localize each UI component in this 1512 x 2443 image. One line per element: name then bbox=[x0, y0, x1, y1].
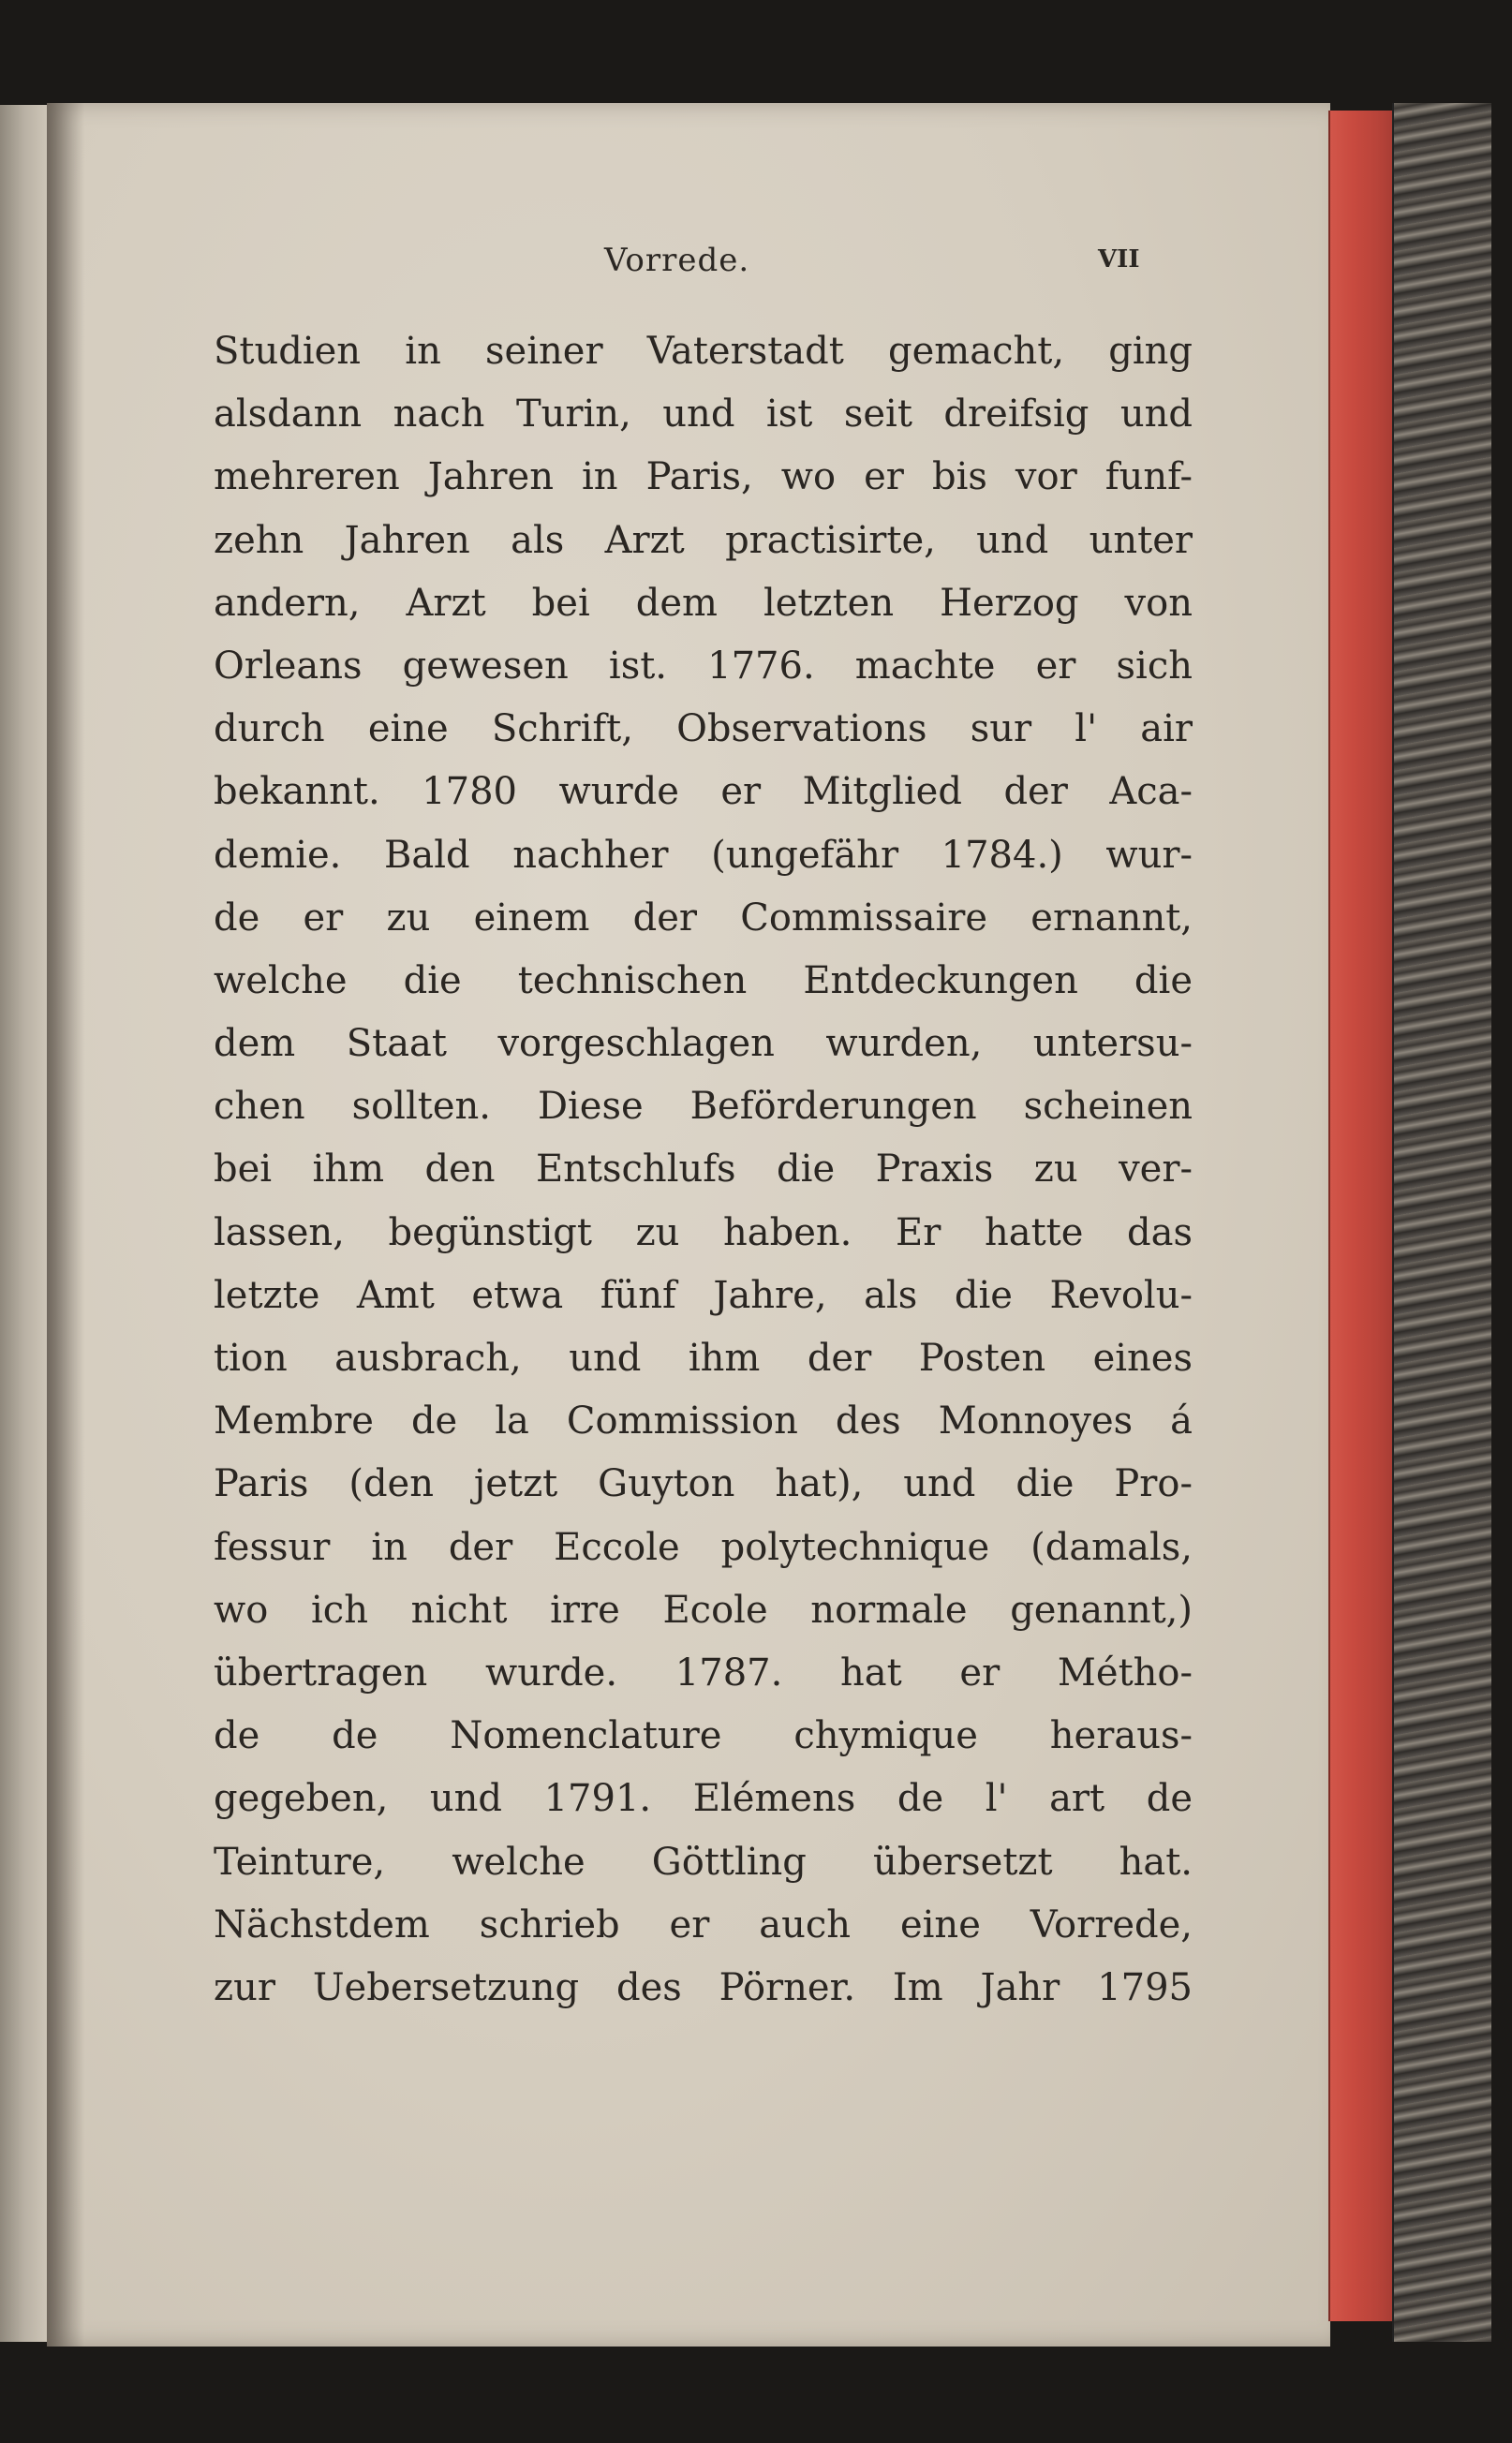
text-line: chen sollten. Diese Beförderungen scheinen bbox=[214, 1085, 1193, 1129]
red-page-edge bbox=[1328, 111, 1396, 2321]
text-line: dem Staat vorgeschlagen wurden, untersu- bbox=[214, 1022, 1193, 1066]
running-head bbox=[0, 242, 1512, 279]
body-text bbox=[214, 320, 1193, 2020]
text-line: de de Nomenclature chymique heraus- bbox=[214, 1714, 1193, 1758]
text-line: Paris (den jetzt Guyton hat), und die Pro- bbox=[214, 1462, 1193, 1506]
text-line: demie. Bald nachher (ungefähr 1784.) wur- bbox=[214, 833, 1193, 877]
text-line: bei ihm den Entschlufs die Praxis zu ver- bbox=[214, 1147, 1193, 1192]
text-line: übertragen wurde. 1787. hat er Métho- bbox=[214, 1651, 1193, 1695]
text-line: mehreren Jahren in Paris, wo er bis vor funf- bbox=[214, 455, 1193, 499]
text-line: Teinture, welche Göttling übersetzt hat. bbox=[214, 1840, 1193, 1884]
text-line: Orleans gewesen ist. 1776. machte er sich bbox=[214, 644, 1193, 688]
text-line: gegeben, und 1791. Elémens de l' art de bbox=[214, 1777, 1193, 1821]
text-line: wo ich nicht irre Ecole normale genannt,) bbox=[214, 1588, 1193, 1632]
text-line: welche die technischen Entdeckungen die bbox=[214, 958, 1193, 1002]
gutter-shadow bbox=[47, 103, 84, 2347]
text-line: zur Uebersetzung des Pörner. Im Jahr 1795 bbox=[214, 1965, 1193, 2009]
marbled-cover bbox=[1392, 103, 1491, 2342]
text-line: fessur in der Eccole polytechnique (damals, bbox=[214, 1525, 1193, 1569]
text-line: durch eine Schrift, Observations sur l' air bbox=[214, 707, 1193, 751]
text-line: andern, Arzt bei dem letzten Herzog von bbox=[214, 581, 1193, 625]
running-head-title: Vorrede. bbox=[604, 242, 750, 279]
page-number: VII bbox=[1098, 245, 1140, 274]
text-line: lassen, begünstigt zu haben. Er hatte das bbox=[214, 1210, 1193, 1254]
text-line: Nächstdem schrieb er auch eine Vorrede, bbox=[214, 1903, 1193, 1947]
text-line: alsdann nach Turin, und ist seit dreifsig und bbox=[214, 392, 1193, 437]
text-line: de er zu einem der Commissaire ernannt, bbox=[214, 896, 1193, 940]
text-line: tion ausbrach, und ihm der Posten eines bbox=[214, 1337, 1193, 1380]
text-line: Studien in seiner Vaterstadt gemacht, ging bbox=[214, 330, 1193, 373]
text-line: zehn Jahren als Arzt practisirte, und unter bbox=[214, 518, 1193, 562]
text-line: Membre de la Commission des Monnoyes á bbox=[214, 1399, 1193, 1444]
text-line: bekannt. 1780 wurde er Mitglied der Aca- bbox=[214, 770, 1193, 814]
text-line: letzte Amt etwa fünf Jahre, als die Revolu- bbox=[214, 1273, 1193, 1317]
